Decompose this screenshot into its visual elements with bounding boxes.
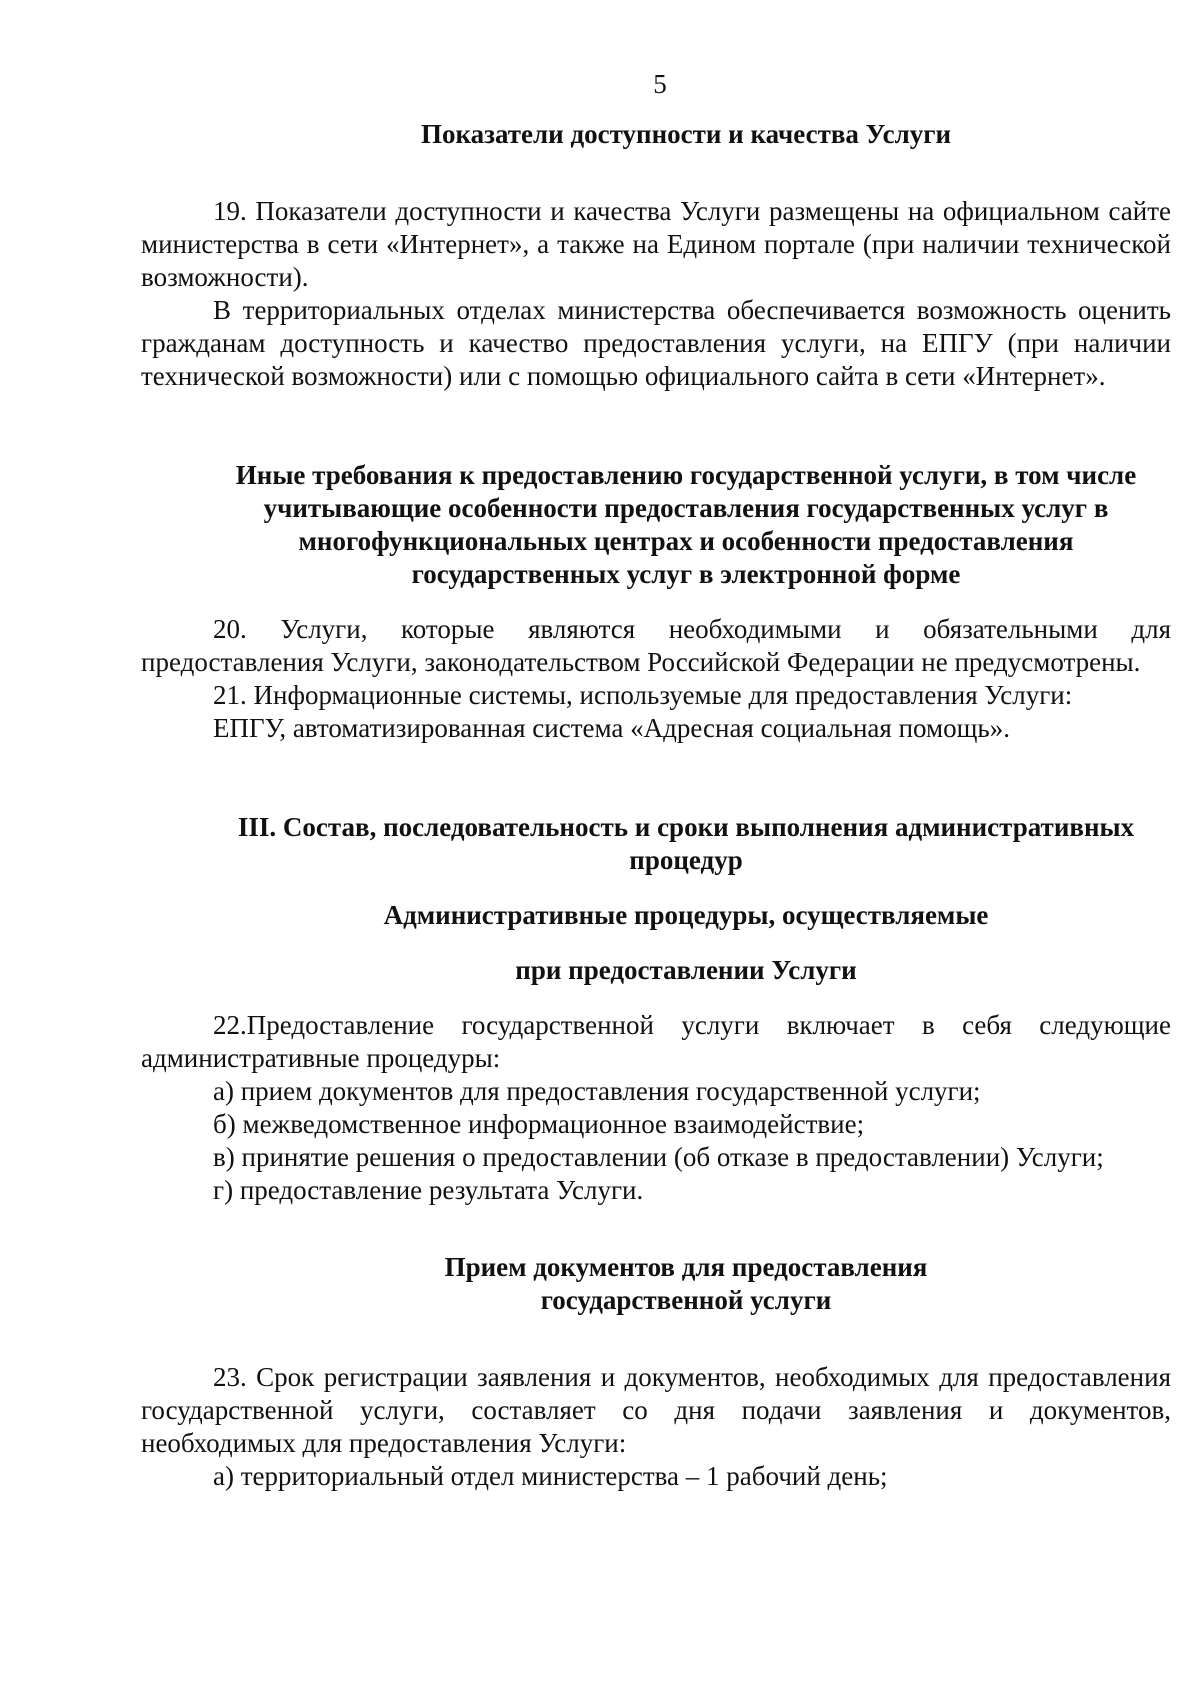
heading-line: многофункциональных центрах и особенности предоставления: [298, 526, 1074, 556]
paragraph-20: 20. Услуги, которые являются необходимыми и обязательными для предоставления Услуги, законодательством Российской Федерации не предусмотрены.: [141, 614, 1171, 677]
sub-heading-procedures-1: Административные процедуры, осуществляемые: [383, 900, 989, 930]
section-heading-other-requirements: [141, 459, 1171, 591]
section-heading-document-intake: [141, 1251, 1171, 1317]
heading-line: государственных услуг в электронной форме: [411, 559, 961, 589]
paragraph-23: 23. Срок регистрации заявления и документов, необходимых для предоставления государственной услуги, составляет со дня подачи заявления и документов, необходимых для предоставления Услуги:: [141, 1362, 1171, 1458]
sub-heading-procedures-2: при предоставлении Услуги: [515, 955, 857, 985]
page-number: 5: [653, 69, 667, 99]
list-item: б) межведомственное информационное взаимодействие;: [213, 1109, 865, 1139]
paragraph-21: 21. Информационные системы, используемые для предоставления Услуги:: [213, 680, 1073, 710]
list-item: а) прием документов для предоставления государственной услуги;: [213, 1076, 981, 1106]
list-item: а) территориальный отдел министерства – 1 рабочий день;: [213, 1461, 888, 1491]
list-item: г) предоставление результата Услуги.: [213, 1175, 644, 1205]
paragraph-19-continued: В территориальных отделах министерства обеспечивается возможность оценить гражданам доступность и качество предоставления услуги, на ЕПГУ (при наличии технической возможности) или с помощью официального сайта в сети «Интернет».: [141, 295, 1171, 391]
heading-line: Иные требования к предоставлению государственной услуги, в том числе: [235, 460, 1137, 490]
paragraph-22: 22.Предоставление государственной услуги включает в себя следующие административные процедуры:: [141, 1010, 1171, 1073]
paragraph-19: 19. Показатели доступности и качества Услуги размещены на официальном сайте министерства в сети «Интернет», а также на Едином портале (при наличии технической возможности).: [141, 196, 1171, 292]
heading-line: Прием документов для предоставления: [444, 1252, 928, 1282]
document-body: [141, 118, 1171, 1493]
section-heading-availability: Показатели доступности и качества Услуги: [420, 119, 952, 149]
heading-line: процедур: [629, 845, 743, 875]
section-heading-procedures: [141, 811, 1171, 877]
heading-line: III. Состав, последовательность и сроки выполнения административных: [237, 812, 1135, 842]
paragraph-21-continued: ЕПГУ, автоматизированная система «Адресная социальная помощь».: [213, 713, 1010, 743]
list-item: в) принятие решения о предоставлении (об отказе в предоставлении) Услуги;: [213, 1142, 1104, 1172]
heading-line: учитывающие особенности предоставления государственных услуг в: [263, 493, 1109, 523]
heading-line: государственной услуги: [540, 1285, 832, 1315]
